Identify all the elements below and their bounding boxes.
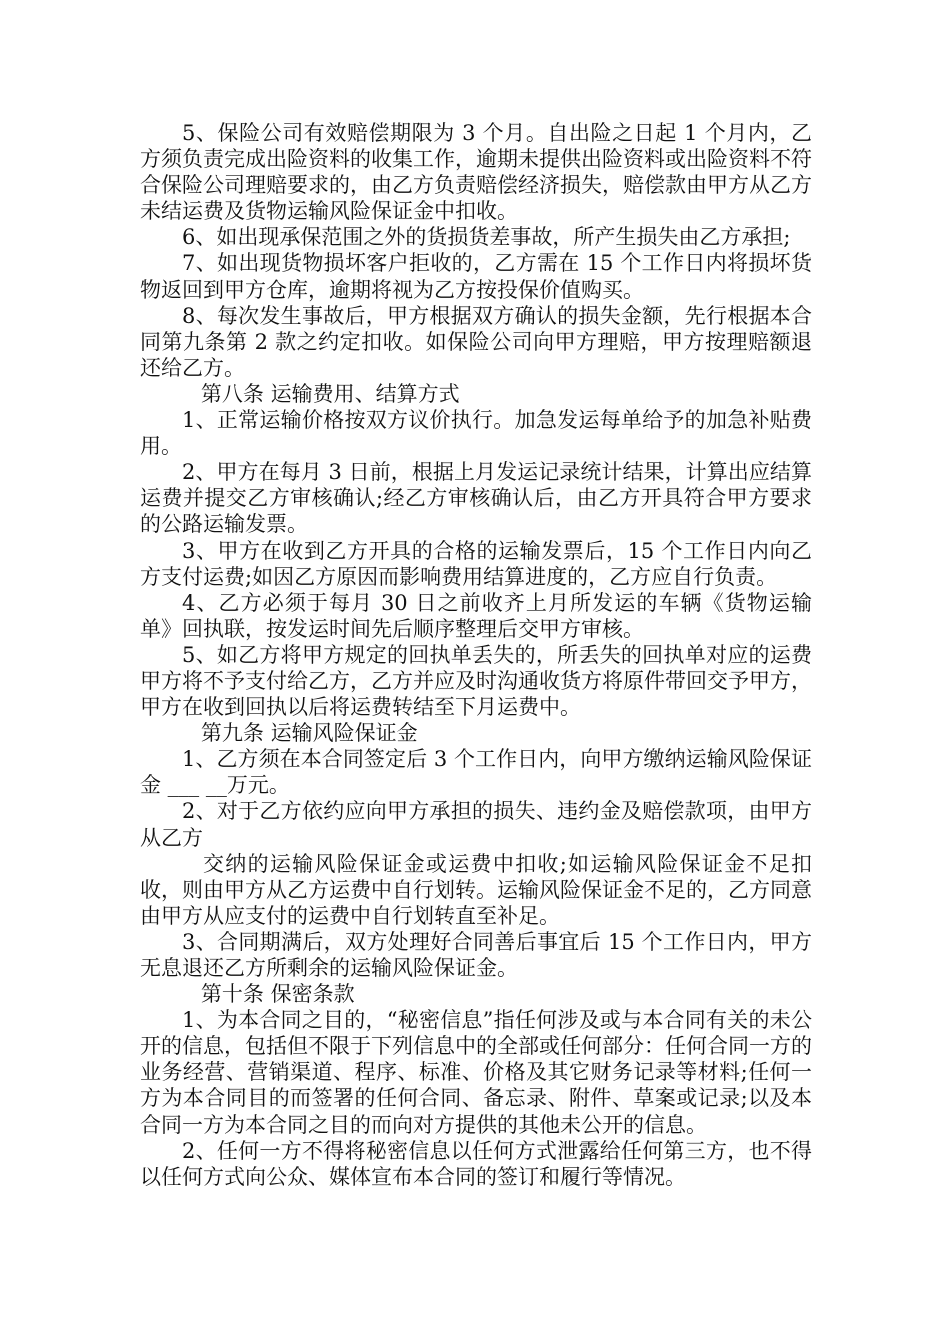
clause-9-item-3: 3、合同期满后，双方处理好合同善后事宜后 15 个工作日内，甲方无息退还乙方所剩余的运输风险保证金。 — [140, 929, 812, 980]
clause-8-item-3: 3、甲方在收到乙方开具的合格的运输发票后，15 个工作日内向乙方支付运费;如因乙方原因而影响费用结算进度的，乙方应自行负责。 — [140, 538, 812, 589]
clause-8-item-5: 5、如乙方将甲方规定的回执单丢失的，所丢失的回执单对应的运费甲方将不予支付给乙方，乙方并应及时沟通收货方将原件带回交予甲方，甲方在收到回执以后将运费转结至下月运费中。 — [140, 642, 812, 720]
clause-7-item-6: 6、如出现承保范围之外的货损货差事故，所产生损失由乙方承担; — [182, 225, 791, 250]
article-8-heading: 第八条 运输费用、结算方式 — [200, 381, 460, 406]
article-9-heading: 第九条 运输风险保证金 — [200, 721, 418, 746]
clause-8-item-1: 1、正常运输价格按双方议价执行。加急发运每单给予的加急补贴费用。 — [140, 408, 812, 459]
clause-9-item-2: 2、对于乙方依约应向甲方承担的损失、违约金及赔偿款项，由甲方从乙方 — [140, 799, 812, 850]
clause-10-item-2: 2、任何一方不得将秘密信息以任何方式泄露给任何第三方，也不得以任何方式向公众、媒体宣布本合同的签订和履行等情况。 — [140, 1138, 812, 1189]
clause-9-item-2-continuation: 交纳的运输风险保证金或运费中扣收;如运输风险保证金不足扣收，则由甲方从乙方运费中自行划转。运输风险保证金不足的，乙方同意由甲方从应支付的运费中自行划转直至补足。 — [140, 851, 812, 928]
clause-10-item-1: 1、为本合同之目的，“秘密信息”指任何涉及或与本合同有关的未公开的信息，包括但不限于下列信息中的全部或任何部分：任何合同一方的业务经营、营销渠道、程序、标准、价格及其它财务记录等材料;任何一方为本合同目的而签署的任何合同、备忘录、附件、草案或记录;以及本合同一方为本合同之目的而向对方提供的其他未公开的信息。 — [140, 1008, 812, 1137]
clause-7-item-5: 5、保险公司有效赔偿期限为 3 个月。自出险之日起 1 个月内，乙方须负责完成出险资料的收集工作，逾期未提供出险资料或出险资料不符合保险公司理赔要求的，由乙方负责赔偿经济损失，赔偿款由甲方从乙方未结运费及货物运输风险保证金中扣收。 — [140, 121, 812, 224]
clause-7-item-8: 8、每次发生事故后，甲方根据双方确认的损失金额，先行根据本合同第九条第 2 款之约定扣收。如保险公司向甲方理赔，甲方按理赔额退还给乙方。 — [140, 303, 812, 380]
clause-7-item-7: 7、如出现货物损坏客户拒收的，乙方需在 15 个工作日内将损坏货物返回到甲方仓库，逾期将视为乙方按投保价值购买。 — [140, 251, 812, 302]
contract-page — [140, 120, 812, 1190]
clause-8-item-2: 2、甲方在每月 3 日前，根据上月发运记录统计结果，计算出应结算运费并提交乙方审核确认;经乙方审核确认后，由乙方开具符合甲方要求的公路运输发票。 — [140, 460, 812, 537]
article-10-heading: 第十条 保密条款 — [200, 982, 355, 1007]
clause-8-item-4: 4、乙方必须于每月 30 日之前收齐上月所发运的车辆《货物运输单》回执联，按发运时间先后顺序整理后交甲方审核。 — [140, 590, 812, 641]
clause-9-item-1: 1、乙方须在本合同签定后 3 个工作日内，向甲方缴纳运输风险保证金 ___ __万元。 — [140, 747, 812, 798]
